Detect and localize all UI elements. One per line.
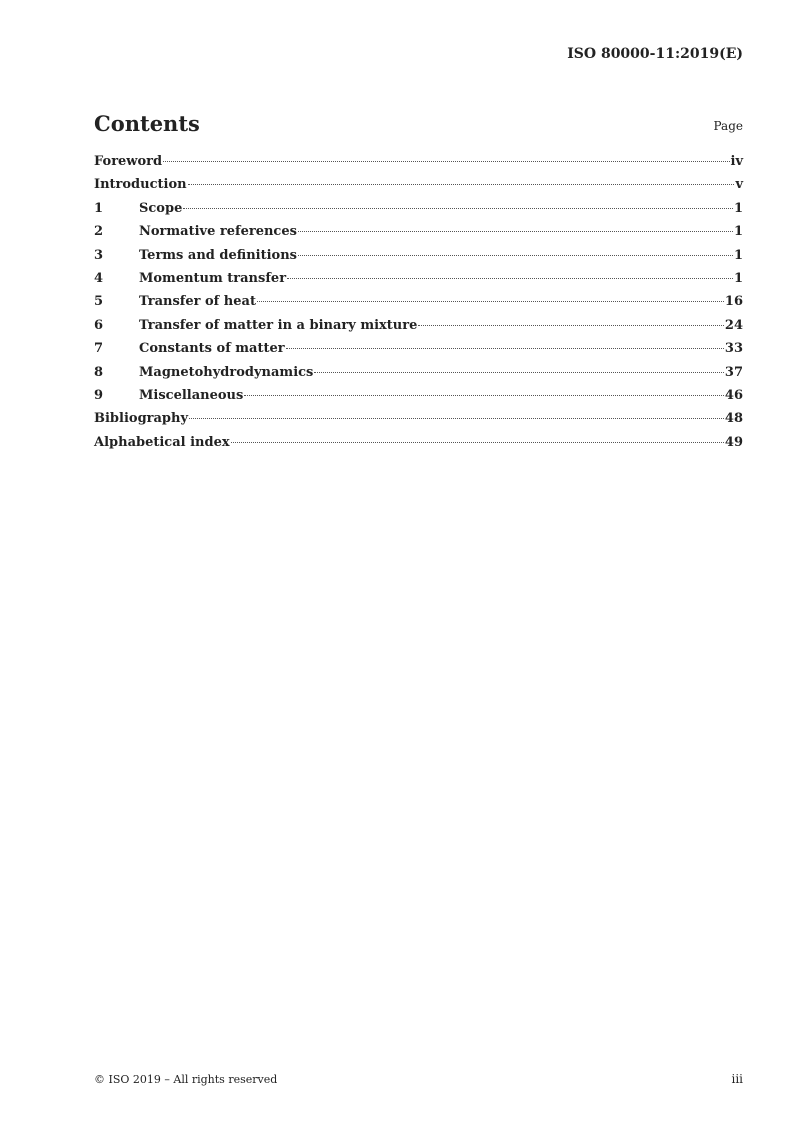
toc-entry-page: 1 [733, 200, 743, 216]
toc-entry-title: Constants of matter [139, 341, 285, 357]
dot-leader [183, 208, 733, 209]
toc-entry-number: 3 [94, 247, 104, 263]
toc-entry-page: 46 [724, 387, 743, 403]
toc-entry-title: Normative references [139, 224, 297, 240]
toc-entry-page: v [735, 177, 743, 193]
toc-entry-normative-references[interactable] [94, 224, 743, 247]
toc-entry-page: 16 [724, 294, 743, 310]
dot-leader [418, 325, 724, 326]
dot-leader [257, 301, 724, 302]
dot-leader [287, 278, 733, 279]
toc-entry-page: 1 [733, 270, 743, 286]
toc-entry-title: Foreword [94, 154, 163, 169]
toc-entry-alphabetical-index[interactable] [94, 435, 743, 458]
dot-leader [314, 372, 724, 373]
copyright-notice: © ISO 2019 – All rights reserved [94, 1073, 278, 1086]
toc-entry-page: 48 [724, 411, 743, 427]
toc-entry-number: 6 [94, 317, 104, 333]
toc-entry-title: Magnetohydrodynamics [139, 364, 314, 380]
toc-entry-number: 7 [94, 341, 104, 357]
page-number: iii [731, 1072, 743, 1086]
toc-entry-terms-and-definitions[interactable] [94, 248, 743, 271]
toc-entry-title: Transfer of matter in a binary mixture [139, 317, 418, 333]
toc-entry-number: 4 [94, 270, 104, 286]
toc-entry-constants-of-matter[interactable] [94, 341, 743, 364]
toc-entry-scope[interactable] [94, 201, 743, 224]
toc-entry-number: 9 [94, 387, 104, 403]
toc-entry-title: Miscellaneous [139, 387, 244, 403]
toc-entry-title: Transfer of heat [139, 294, 256, 310]
toc-entry-page: 1 [733, 224, 743, 240]
toc-entry-title: Bibliography [94, 411, 189, 427]
toc-entry-miscellaneous[interactable] [94, 388, 743, 411]
page-column-label: Page [713, 119, 743, 133]
dot-leader [163, 161, 729, 162]
toc-entry-number: 5 [94, 294, 104, 310]
toc-entry-title: Terms and definitions [139, 247, 297, 263]
table-of-contents [94, 154, 743, 458]
toc-entry-page: 1 [733, 247, 743, 263]
dot-leader [298, 255, 733, 256]
toc-entry-introduction[interactable] [94, 177, 743, 200]
toc-entry-magnetohydrodynamics[interactable] [94, 365, 743, 388]
dot-leader [189, 418, 724, 419]
contents-heading: Contents [94, 111, 200, 136]
toc-entry-number: 2 [94, 224, 104, 240]
toc-entry-title: Alphabetical index [94, 434, 230, 450]
toc-entry-page: 49 [724, 434, 743, 450]
toc-entry-page: 33 [724, 341, 743, 357]
dot-leader [298, 231, 733, 232]
toc-entry-page: 24 [724, 317, 743, 333]
toc-entry-foreword[interactable] [94, 154, 743, 177]
document-header-id: ISO 80000-11:2019(E) [567, 46, 743, 62]
toc-entry-title: Introduction [94, 177, 187, 193]
toc-entry-momentum-transfer[interactable] [94, 271, 743, 294]
toc-entry-number: 8 [94, 364, 104, 380]
toc-entry-transfer-of-heat[interactable] [94, 294, 743, 317]
toc-entry-page: iv [730, 154, 743, 169]
toc-entry-title: Momentum transfer [139, 270, 287, 286]
dot-leader [286, 348, 724, 349]
toc-entry-bibliography[interactable] [94, 411, 743, 434]
toc-entry-title: Scope [139, 200, 183, 216]
dot-leader [244, 395, 724, 396]
dot-leader [231, 442, 724, 443]
toc-entry-transfer-of-matter[interactable] [94, 318, 743, 341]
dot-leader [188, 184, 735, 185]
toc-entry-page: 37 [724, 364, 743, 380]
toc-entry-number: 1 [94, 200, 104, 216]
